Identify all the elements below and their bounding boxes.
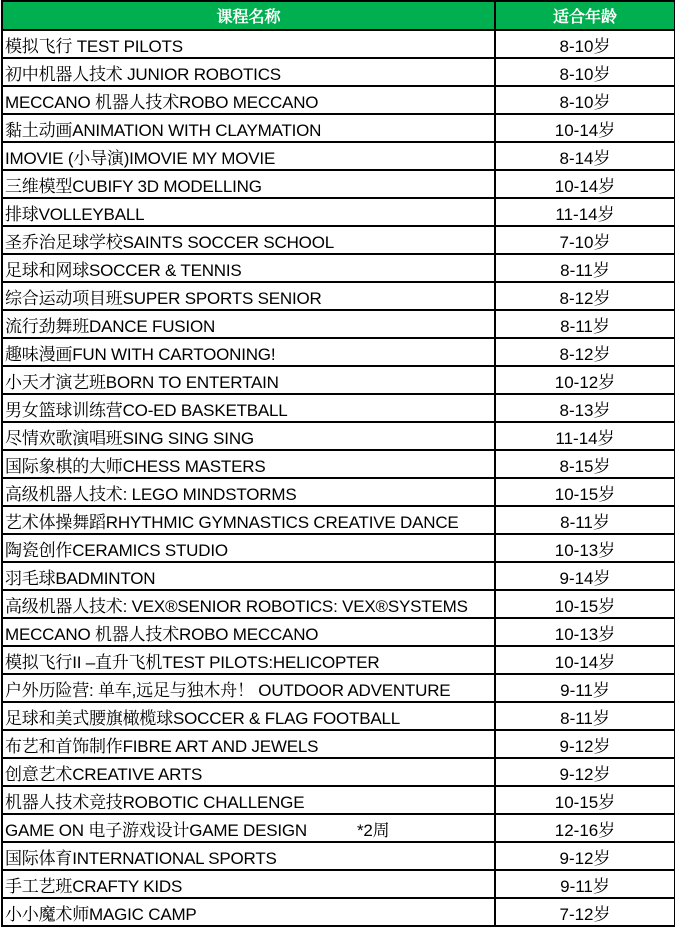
age-range-cell: 9-11岁 — [495, 674, 675, 702]
table-row — [2, 898, 675, 926]
table-row — [2, 730, 675, 758]
age-range-cell: 10-15岁 — [495, 478, 675, 506]
course-name: 艺术体操舞蹈RHYTHMIC GYMNASTICS CREATIVE DANCE — [5, 512, 459, 532]
table-row — [2, 86, 675, 114]
course-name: MECCANO 机器人技术ROBO MECCANO — [5, 624, 319, 644]
course-name-cell — [2, 674, 495, 702]
table-row — [2, 478, 675, 506]
table-header — [2, 1, 675, 30]
table-row — [2, 394, 675, 422]
course-name-cell — [2, 562, 495, 590]
age-range-cell: 8-15岁 — [495, 450, 675, 478]
age-range-cell: 10-14岁 — [495, 170, 675, 198]
course-name-cell — [2, 142, 495, 170]
course-name: 机器人技术竞技ROBOTIC CHALLENGE — [5, 792, 305, 812]
course-name: 流行劲舞班DANCE FUSION — [5, 316, 216, 336]
table-row — [2, 506, 675, 534]
age-range-cell: 10-15岁 — [495, 786, 675, 814]
header-course-name: 课程名称 — [2, 1, 495, 30]
course-name-cell — [2, 618, 495, 646]
course-name: 户外历险营: 单车,远足与独木舟！ OUTDOOR ADVENTURE — [5, 680, 451, 700]
course-name-cell — [2, 814, 495, 842]
age-range-cell: 9-14岁 — [495, 562, 675, 590]
age-range-cell: 9-12岁 — [495, 730, 675, 758]
course-name-cell — [2, 198, 495, 226]
table-row — [2, 282, 675, 310]
age-range-cell: 9-11岁 — [495, 870, 675, 898]
table-row — [2, 618, 675, 646]
course-name: 足球和美式腰旗橄榄球SOCCER & FLAG FOOTBALL — [5, 708, 401, 728]
course-name-cell — [2, 478, 495, 506]
age-range-cell: 8-14岁 — [495, 142, 675, 170]
header-row — [2, 1, 675, 30]
age-range-cell: 10-12岁 — [495, 366, 675, 394]
age-range-cell: 10-14岁 — [495, 114, 675, 142]
age-range-cell: 8-11岁 — [495, 310, 675, 338]
course-name: 国际象棋的大师CHESS MASTERS — [5, 456, 266, 476]
course-name: 综合运动项目班SUPER SPORTS SENIOR — [5, 288, 322, 308]
course-name-cell — [2, 58, 495, 86]
course-name-cell — [2, 534, 495, 562]
course-name: 陶瓷创作CERAMICS STUDIO — [5, 540, 228, 560]
table-row — [2, 114, 675, 142]
course-note: *2周 — [356, 820, 390, 840]
table-row — [2, 534, 675, 562]
course-name-cell — [2, 170, 495, 198]
course-name-cell — [2, 506, 495, 534]
course-name-cell — [2, 702, 495, 730]
table-row — [2, 702, 675, 730]
course-name-cell — [2, 758, 495, 786]
table-row — [2, 338, 675, 366]
table-row — [2, 870, 675, 898]
age-range-cell: 7-12岁 — [495, 898, 675, 926]
age-range-cell: 12-16岁 — [495, 814, 675, 842]
course-name: 足球和网球SOCCER & TENNIS — [5, 260, 242, 280]
course-table — [1, 0, 675, 927]
age-range-cell: 8-13岁 — [495, 394, 675, 422]
course-name-cell — [2, 30, 495, 58]
age-range-cell: 7-10岁 — [495, 226, 675, 254]
table-row — [2, 450, 675, 478]
age-range-cell: 9-12岁 — [495, 842, 675, 870]
course-name-cell — [2, 898, 495, 926]
table-row — [2, 170, 675, 198]
course-name: 羽毛球BADMINTON — [5, 568, 156, 588]
age-range-cell: 8-10岁 — [495, 30, 675, 58]
table-row — [2, 758, 675, 786]
table-row — [2, 842, 675, 870]
age-range-cell: 10-13岁 — [495, 618, 675, 646]
course-name-cell — [2, 422, 495, 450]
age-range-cell: 10-15岁 — [495, 590, 675, 618]
course-name: GAME ON 电子游戏设计GAME DESIGN — [5, 820, 307, 840]
table-row — [2, 646, 675, 674]
course-name-cell — [2, 114, 495, 142]
course-name: 高级机器人技术: LEGO MINDSTORMS — [5, 484, 297, 504]
course-name: MECCANO 机器人技术ROBO MECCANO — [5, 92, 319, 112]
course-name-cell — [2, 450, 495, 478]
table-row — [2, 814, 675, 842]
table-body — [2, 30, 675, 926]
age-range-cell: 8-12岁 — [495, 282, 675, 310]
table-row — [2, 30, 675, 58]
course-name: 男女篮球训练营CO-ED BASKETBALL — [5, 400, 288, 420]
course-name-cell — [2, 394, 495, 422]
table-row — [2, 198, 675, 226]
course-name: 模拟飞行 TEST PILOTS — [5, 36, 183, 56]
age-range-cell: 8-10岁 — [495, 86, 675, 114]
course-name: 小天才演艺班BORN TO ENTERTAIN — [5, 372, 279, 392]
course-name: 小小魔术师MAGIC CAMP — [5, 904, 197, 924]
table-row — [2, 226, 675, 254]
course-name-cell — [2, 786, 495, 814]
course-name-cell — [2, 226, 495, 254]
table-row — [2, 58, 675, 86]
table-row — [2, 310, 675, 338]
header-age: 适合年龄 — [495, 1, 675, 30]
course-name-cell — [2, 366, 495, 394]
course-name: 创意艺术CREATIVE ARTS — [5, 764, 203, 784]
table-row — [2, 590, 675, 618]
course-name: 布艺和首饰制作FIBRE ART AND JEWELS — [5, 736, 319, 756]
course-name: 高级机器人技术: VEX®SENIOR ROBOTICS: VEX®SYSTEMS — [5, 596, 468, 616]
age-range-cell: 8-11岁 — [495, 506, 675, 534]
age-range-cell: 8-11岁 — [495, 702, 675, 730]
table-row — [2, 422, 675, 450]
course-name-cell — [2, 254, 495, 282]
table-row — [2, 142, 675, 170]
table-row — [2, 254, 675, 282]
course-name: 国际体育INTERNATIONAL SPORTS — [5, 848, 277, 868]
course-name-cell — [2, 646, 495, 674]
course-name: 模拟飞行II –直升飞机TEST PILOTS:HELICOPTER — [5, 652, 380, 672]
course-name: 圣乔治足球学校SAINTS SOCCER SCHOOL — [5, 232, 334, 252]
course-name: 趣味漫画FUN WITH CARTOONING! — [5, 344, 276, 364]
course-name-cell — [2, 590, 495, 618]
age-range-cell: 8-10岁 — [495, 58, 675, 86]
course-name: 手工艺班CRAFTY KIDS — [5, 876, 183, 896]
course-name-cell — [2, 282, 495, 310]
course-name: IMOVIE (小导演)IMOVIE MY MOVIE — [5, 148, 276, 168]
age-range-cell: 11-14岁 — [495, 198, 675, 226]
course-name-cell — [2, 870, 495, 898]
course-name-cell — [2, 842, 495, 870]
course-name: 排球VOLLEYBALL — [5, 204, 145, 224]
table-row — [2, 562, 675, 590]
age-range-cell: 11-14岁 — [495, 422, 675, 450]
course-name-cell — [2, 338, 495, 366]
course-name-cell — [2, 310, 495, 338]
course-name: 初中机器人技术 JUNIOR ROBOTICS — [5, 64, 281, 84]
course-name-cell — [2, 730, 495, 758]
table-row — [2, 674, 675, 702]
table-row — [2, 366, 675, 394]
age-range-cell: 10-13岁 — [495, 534, 675, 562]
course-name-cell — [2, 86, 495, 114]
age-range-cell: 8-12岁 — [495, 338, 675, 366]
age-range-cell: 8-11岁 — [495, 254, 675, 282]
course-name: 三维模型CUBIFY 3D MODELLING — [5, 176, 262, 196]
age-range-cell: 9-12岁 — [495, 758, 675, 786]
table-row — [2, 786, 675, 814]
course-name: 黏土动画ANIMATION WITH CLAYMATION — [5, 120, 322, 140]
course-sheet — [1, 0, 674, 927]
age-range-cell: 10-14岁 — [495, 646, 675, 674]
course-name: 尽情欢歌演唱班SING SING SING — [5, 428, 254, 448]
